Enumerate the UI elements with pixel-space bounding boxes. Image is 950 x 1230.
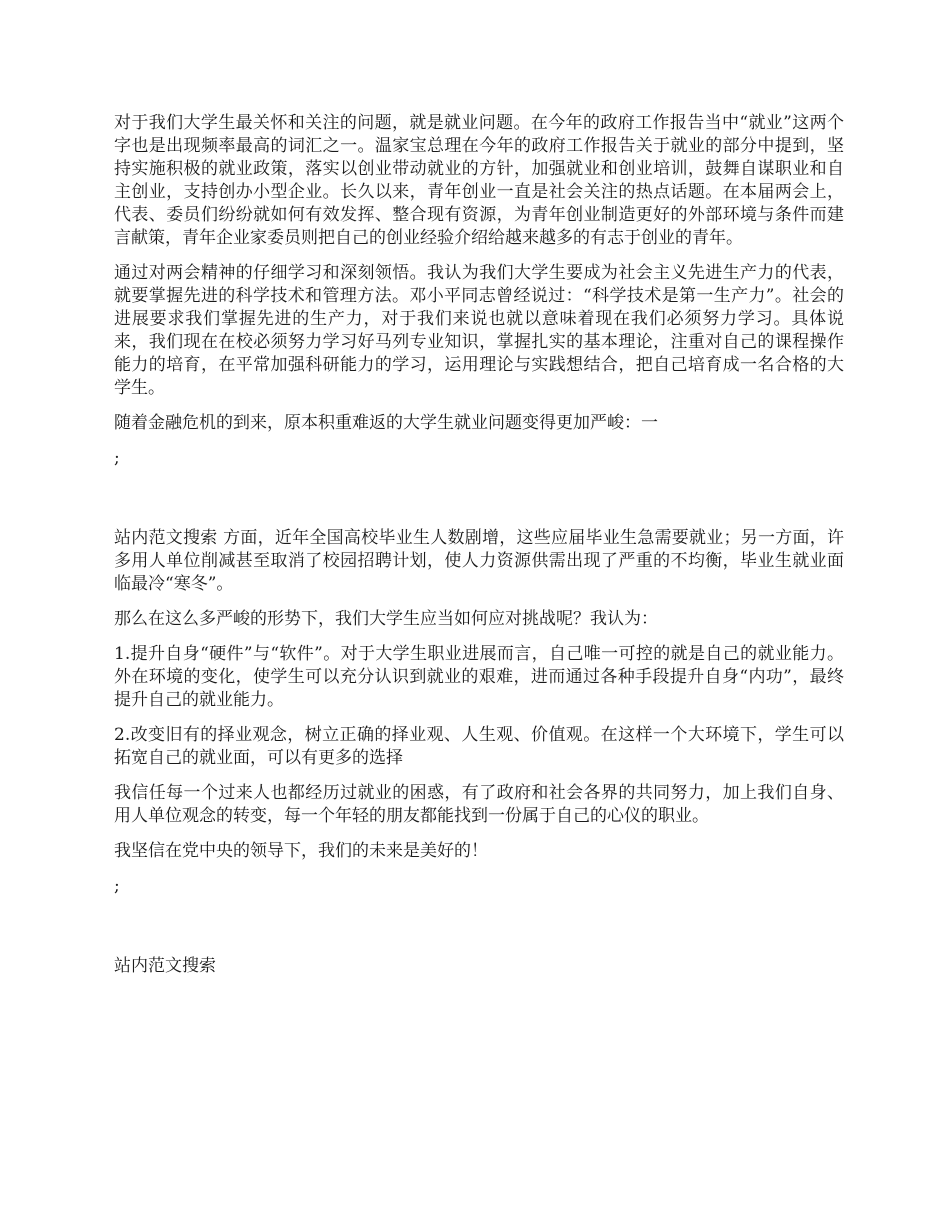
separator-semicolon-1: ; [114,448,120,468]
footer-site-search-text: 站内范文搜索 [114,956,216,976]
paragraph-graduate-numbers: 站内范文搜索 方面，近年全国高校毕业生人数剧增，这些应届毕业生急需要就业；另一方面，许多用人单位削减甚至取消了校园招聘计划，使人力资源供需出现了严重的不均衡，毕业生就业面临最冷“寒冬”。 [114,528,844,594]
separator-semicolon-2: ; [114,876,120,896]
paragraph-point-2: 2.改变旧有的择业观念，树立正确的择业观、人生观、价值观。在这样一个大环境下，学生可以拓宽自己的就业面，可以有更多的选择 [114,725,844,768]
paragraph-employment-concern: 对于我们大学生最关怀和关注的问题，就是就业问题。在今年的政府工作报告当中“就业”这两个字也是出现频率最高的词汇之一。温家宝总理在今年的政府工作报告关于就业的部分中提到，坚持实施积极的就业政策，落实以创业带动就业的方针，加强就业和创业培训，鼓舞自谋职业和自主创业，支持创办小型企业。长久以来，青年创业一直是社会关注的热点话题。在本届两会上，代表、委员们纷纷就如何有效发挥、整合现有资源，为青年创业制造更好的外部环境与条件而建言献策，青年企业家委员则把自己的创业经验介绍给越来越多的有志于创业的青年。 [114,113,844,248]
paragraph-trust: 我信任每一个过来人也都经历过就业的困惑，有了政府和社会各界的共同努力，加上我们自身、用人单位观念的转变，每一个年轻的朋友都能找到一份属于自己的心仪的职业。 [114,783,844,826]
paragraph-two-sessions-study: 通过对两会精神的仔细学习和深刻领悟。我认为我们大学生要成为社会主义先进生产力的代表，就要掌握先进的科学技术和管理方法。邓小平同志曾经说过：“科学技术是第一生产力”。社会的进展要求我们掌握先进的生产力，对于我们来说也就以意味着现在我们必须努力学习。具体说来，我们现在在校必须努力学习好马列专业知识，掌握扎实的基本理论，注重对自己的课程操作能力的培育，在平常加强科研能力的学习，运用理论与实践想结合，把自己培育成一名合格的大学生。 [114,263,844,398]
spacer [114,482,844,527]
spacer [114,910,844,955]
paragraph-point-1: 1.提升自身“硬件”与“软件”。对于大学生职业进展而言，自己唯一可控的就是自己的就业能力。外在环境的变化，使学生可以充分认识到就业的艰难，进而通过各种手段提升自身“内功”，最终提升自己的就业能力。 [114,644,844,710]
paragraph-conclusion: 我坚信在党中央的领导下，我们的未来是美好的！ [114,841,488,861]
document-body [114,112,844,990]
paragraph-how-to-respond: 那么在这么多严峻的形势下，我们大学生应当如何应对挑战呢？我认为： [114,609,658,629]
paragraph-financial-crisis: 随着金融危机的到来，原本积重难返的大学生就业问题变得更加严峻：一 [114,413,658,433]
